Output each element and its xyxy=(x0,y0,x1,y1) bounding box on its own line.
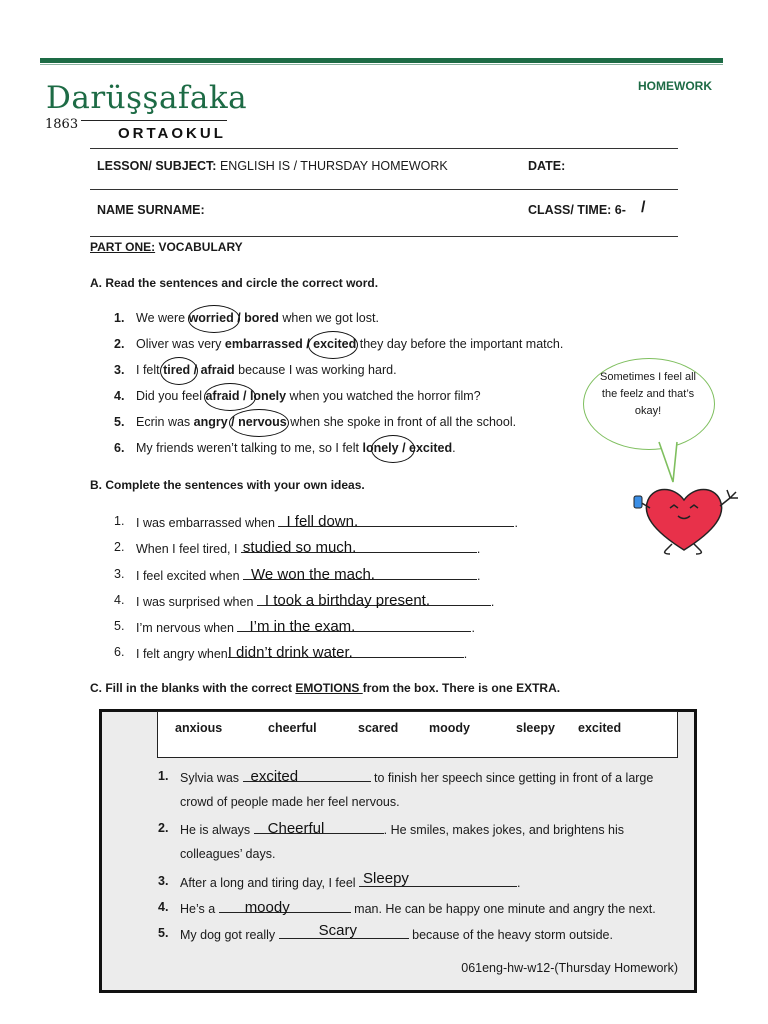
answer-blank xyxy=(227,644,464,661)
date-label: DATE: xyxy=(528,159,566,173)
answer-circle xyxy=(204,383,256,411)
form-mid-rule xyxy=(90,189,678,190)
handwritten-answer: Cheerful xyxy=(267,820,325,837)
list-item: My dog got really Scary because of the heavy storm outside. xyxy=(180,922,613,942)
name-label: NAME SURNAME: xyxy=(97,203,205,217)
logo-divider xyxy=(81,120,227,121)
answer-blank xyxy=(254,820,384,837)
school-logo-name: Darüşşafaka xyxy=(46,80,248,116)
section-c-instruction: C. Fill in the blanks with the correct EMOTIONS from the box. There is one EXTRA. xyxy=(90,681,561,695)
handwritten-answer: Sleepy xyxy=(363,870,409,887)
part-one-title: VOCABULARY xyxy=(158,240,243,254)
item-number: 2. xyxy=(158,821,169,835)
class-slash: / xyxy=(641,199,646,216)
emotions-emphasis: EMOTIONS xyxy=(295,681,363,695)
list-item: 3. I feel excited when We won the mach. . xyxy=(114,566,481,583)
part-one-label: PART ONE: xyxy=(90,240,156,254)
header-bar-line xyxy=(40,64,723,65)
school-logo-year: 1863 xyxy=(45,117,79,132)
answer-circle xyxy=(308,331,358,359)
list-item: Sylvia was excited to finish her speech since getting in front of a large xyxy=(180,768,654,785)
handwritten-answer: We won the mach. xyxy=(251,566,375,583)
list-item: 6. I felt angry when I didn’t drink water. . xyxy=(114,644,468,661)
speech-bubble-text: Sometimes I feel all the feelz and that’s okay! xyxy=(600,371,696,417)
word-bank-item: cheerful xyxy=(268,721,317,735)
handwritten-answer: I fell down. xyxy=(286,513,359,530)
homework-label: HOMEWORK xyxy=(638,79,712,93)
lesson-field xyxy=(97,159,448,173)
list-item: He’s a moody man. He can be happy one minute and angry the next. xyxy=(180,899,656,916)
answer-circle xyxy=(188,305,240,333)
answer-circle xyxy=(371,435,415,463)
handwritten-answer: moody xyxy=(244,899,290,916)
list-item: 2. When I feel tired, I studied so much. . xyxy=(114,539,481,556)
class-label: CLASS/ TIME: 6- xyxy=(528,203,626,217)
handwritten-answer: I took a birthday present. xyxy=(264,592,431,609)
word-bank-item: sleepy xyxy=(516,721,555,735)
document-footer: 061eng-hw-w12-(Thursday Homework) xyxy=(461,961,678,975)
list-item: 4. Did you feel afraid / lonely when you watched the horror film? xyxy=(114,389,481,403)
handwritten-answer: studied so much. xyxy=(242,539,357,556)
section-a-instruction: A. Read the sentences and circle the correct word. xyxy=(90,276,379,290)
list-item: 5. Ecrin was angry / nervous when she spoke in front of all the school. xyxy=(114,415,517,429)
school-logo-sub: ORTAOKUL xyxy=(118,125,226,142)
list-item: 4. I was surprised when I took a birthday present. . xyxy=(114,592,495,609)
word-bank-item: excited xyxy=(578,721,622,735)
part-one-heading xyxy=(90,240,243,254)
item-number: 3. xyxy=(158,874,169,888)
handwritten-answer: I’m in the exam. xyxy=(249,618,356,635)
list-item-continuation: crowd of people made her feel nervous. xyxy=(180,795,400,809)
list-item: 2. Oliver was very embarrassed / excited they day before the important match. xyxy=(114,337,564,351)
list-item: He is always Cheerful . He smiles, makes jokes, and brightens his xyxy=(180,820,625,837)
list-item: After a long and tiring day, I feel Sleepy . xyxy=(180,870,521,890)
list-item: 3. I felt tired / afraid because I was working hard. xyxy=(114,363,397,377)
list-item: 5. I’m nervous when I’m in the exam. . xyxy=(114,618,475,635)
answer-blank xyxy=(243,768,371,785)
handwritten-answer: Scary xyxy=(318,922,358,939)
list-item: 6. My friends weren’t talking to me, so I felt lonely / excited. xyxy=(114,441,456,455)
answer-blank xyxy=(279,922,409,939)
handwritten-answer: I didn’t drink water. xyxy=(227,644,353,661)
answer-blank xyxy=(359,870,517,887)
word-bank-item: moody xyxy=(429,721,470,735)
handwritten-answer: excited xyxy=(250,768,299,785)
header-bar xyxy=(40,58,723,63)
word-bank-item: scared xyxy=(358,721,399,735)
item-number: 1. xyxy=(158,769,169,783)
form-top-rule xyxy=(90,148,678,149)
lesson-value: ENGLISH IS / THURSDAY HOMEWORK xyxy=(219,159,448,173)
heart-mascot-icon xyxy=(632,478,742,558)
section-b-instruction: B. Complete the sentences with your own ideas. xyxy=(90,478,365,492)
answer-circle xyxy=(160,357,198,385)
item-number: 5. xyxy=(158,926,169,940)
list-item-continuation: colleagues’ days. xyxy=(180,847,276,861)
list-item: 1. I was embarrassed when I fell down. . xyxy=(114,513,518,530)
answer-blank xyxy=(219,899,351,916)
item-number: 4. xyxy=(158,900,169,914)
list-item: 1. We were worried / bored when we got lost. xyxy=(114,311,379,325)
word-bank-item: anxious xyxy=(175,721,223,735)
answer-circle xyxy=(229,409,289,437)
form-bottom-rule xyxy=(90,236,678,237)
lesson-label: LESSON/ SUBJECT: xyxy=(97,159,217,173)
